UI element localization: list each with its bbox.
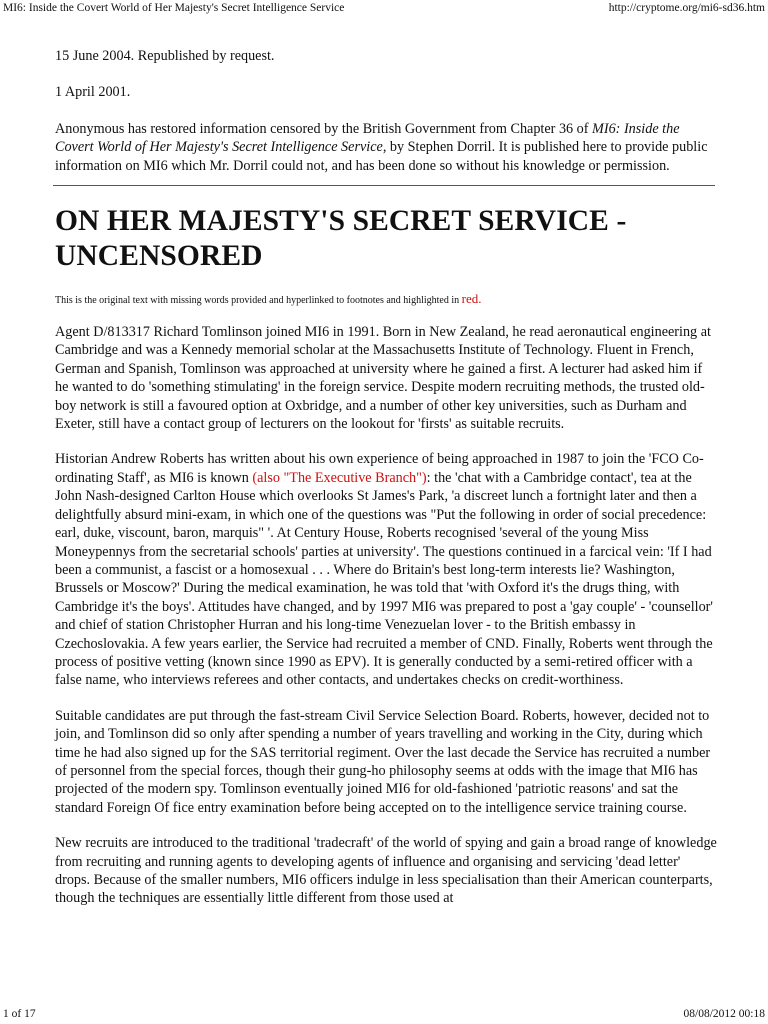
paragraph-2 [55, 450, 717, 689]
highlight-note [55, 292, 717, 308]
print-header-url[interactable]: http://cryptome.org/mi6-sd36.htm [608, 2, 765, 14]
date-original: 1 April 2001. [55, 84, 131, 101]
horizontal-rule [53, 185, 715, 186]
article-body [55, 47, 717, 925]
paragraph-4: New recruits are introduced to the traditional 'tradecraft' of the world of spying and gain a broad range of knowledge from recruiting and running agents to developing agents of influence and organising and servicing 'dead letter' drops. Because of the smaller numbers, MI6 officers indulge in less specialisation than their American counterparts, though the techniques are essentially little different from those used at [55, 835, 717, 907]
print-datetime: 08/08/2012 00:18 [683, 1008, 765, 1020]
date-republished: 15 June 2004. Republished by request. [55, 48, 275, 64]
intro-text-1: Anonymous has restored information censored by the British Government from Chapter 36 of [55, 120, 593, 137]
intro-paragraph [55, 120, 717, 175]
intro-text-2: , by Stephen Dorril. It is published here to provide public information on MI6 which Mr. Dorril could not, and has been done so without his knowledge or permission. [55, 139, 708, 174]
page-number: 1 of 17 [3, 1008, 36, 1020]
paragraph-1: Agent D/813317 Richard Tomlinson joined MI6 in 1991. Born in New Zealand, he read aeronautical engineering at Cambridge and was a Kennedy memorial scholar at the Massachusetts Institute of Technology. Fluent in French, German and Spanish, Tomlinson was approached at university where he gained a first. A lecturer had asked him if he wanted to do 'something stimulating' in the foreign service. Despite modern recruiting methods, the trusted old-boy network is still a favoured option at Oxbridge, and a number of other key universities, such as Durham and Exeter, still have a contact group of lecturers on the lookout for 'firsts' as suitable recruits. [55, 324, 711, 433]
book-title: MI6: Inside the Covert World of Her Majesty's Secret Intelligence Service [55, 120, 680, 156]
note-red-word: red. [461, 291, 482, 307]
print-header-title: MI6: Inside the Covert World of Her Majesty's Secret Intelligence Service [3, 2, 345, 14]
paragraph-2-text-1: Historian Andrew Roberts has written about his own experience of being approached in 1987 to join the 'FCO Co-ordinating Staff', as MI6 is known [55, 451, 704, 486]
note-text: This is the original text with missing words provided and hyperlinked to footnotes and highlighted in [55, 295, 462, 307]
print-header [0, 0, 768, 16]
paragraph-2-text-2: : the 'chat with a Cambridge contact', tea at the John Nash-designed Carlton House which overlooks St James's Park, 'a discreet lunch a fortnight later and then a delightfully absurd mini-exam, in which one of the questions was "Put the following in order of social precedence: earl, duke, viscount, baron, marquis" '. At Century House, Roberts recognised 'several of the young Miss Moneypennys from the secretarial schools' parties at university'. The questions continued in a farcical vein: 'If I had been a communist, a fascist or a homosexual . . . Where do Britain's best long-term interests lie? Washington, Brussels or Moscow?' During the medical examination, he was told that 'with Oxford it's the drugs thing, with Cambridge it's the boys'. Attitudes have changed, and by 1997 MI6 was prepared to post a 'gay couple' - 'counsellor' and chief of station Christopher Hurran and his long-time Venezuelan lover - to the British embassy in Czechoslovakia. A few years earlier, the Service had recruited a member of CND. Finally, Roberts went through the process of positive vetting (known since 1990 as EPV). It is generally conducted by a semi-retired officer with a false name, who interviews referees and other contacts, and undertakes checks on credit-worthiness. [55, 469, 713, 689]
restored-text-link[interactable]: (also "The Executive Branch") [252, 469, 427, 486]
page-title: ON HER MAJESTY'S SECRET SERVICE - UNCENSORED [55, 205, 627, 273]
paragraph-3: Suitable candidates are put through the fast-stream Civil Service Selection Board. Roberts, however, decided not to join, and Tomlinson did so only after spending a number of years travelling and working in the City, during which time he had also signed up for the SAS territorial regiment. Over the last decade the Service has recruited a number of personnel from the special forces, though their gung-ho philosophy seems at odds with the image that MI6 has projected of the modern spy. Tomlinson eventually joined MI6 for old-fashioned 'patriotic reasons' and sat the standard Foreign Of fice entry examination before being accepted on to the intelligence service training course. [55, 707, 711, 816]
print-footer [0, 1006, 768, 1022]
